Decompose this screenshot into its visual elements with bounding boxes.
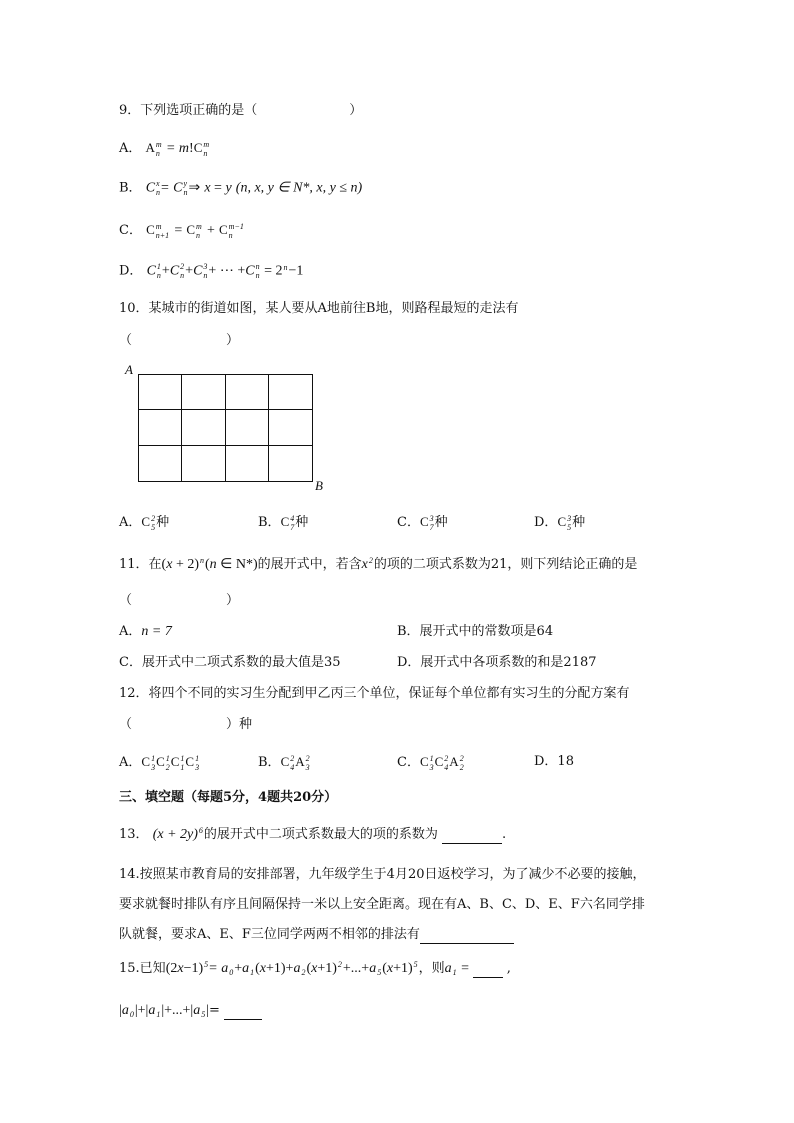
q10-option-d: D．C 3 5 种 xyxy=(534,513,586,532)
point-b-label: B xyxy=(315,478,323,493)
q9-option-c: C． C m n+1 = C m n + C m−1 n xyxy=(119,221,244,240)
q12-option-b: B．C 2 4 A 2 3 xyxy=(258,753,310,772)
q14-line-1: 14.按照某市教育局的安排部署，九年级学生于4月20日返校学习，为了减少不必要的接触， xyxy=(119,867,646,882)
q11-option-b: B．展开式中的常数项是64 xyxy=(397,624,554,639)
q9-option-a: A． A m n = m!C m n xyxy=(119,139,210,158)
q14-answer-blank[interactable] xyxy=(420,929,514,944)
street-grid-figure xyxy=(122,362,332,497)
q11-option-d: D．展开式中各项系数的和是2187 xyxy=(397,655,597,670)
q12-option-c: C．C 1 3 C 2 4 A 2 2 xyxy=(397,753,464,772)
q12-option-d: D．18 xyxy=(534,754,574,769)
q12-option-a: A．C 1 3 C 1 2 C 1 1 C 1 3 xyxy=(119,753,200,772)
q11-paren: （ ） xyxy=(119,593,240,608)
q9-option-b: B． C x n = C y n ⇒ x = y (n, x, y ∈ N*, x, y ≤ n) xyxy=(119,179,363,197)
q11-option-a: A．n = 7 xyxy=(119,624,172,639)
q15-line-2: |a 0 |+|a 1 |+...+|a 5 |= xyxy=(119,1002,262,1020)
section-3-title: 三、填空题（每题5分，4题共20分） xyxy=(119,790,338,805)
q12-stem: 12．将四个不同的实习生分配到甲乙丙三个单位，保证每个单位都有实习生的分配方案有 xyxy=(119,686,630,701)
q9-stem: 9．下列选项正确的是（ ） xyxy=(119,103,363,118)
q9-option-d: D． C 1 n +C 2 n +C 3 n + ⋯ +C n n = 2 n −1 xyxy=(119,262,304,280)
q14-line-3: 队就餐，要求A、E、F三位同学两两不相邻的排法有 xyxy=(119,926,514,944)
q15-answer-blank-1[interactable] xyxy=(473,963,503,978)
q15-answer-blank-2[interactable] xyxy=(224,1005,262,1020)
point-a-label: A xyxy=(125,362,133,377)
q13-answer-blank[interactable] xyxy=(442,829,502,844)
street-grid xyxy=(138,374,313,482)
q10-stem: 10．某城市的街道如图，某人要从A地前往B地，则路程最短的走法有 xyxy=(119,301,519,316)
q13-stem: 13． (x + 2y) 6 的展开式中二项式系数最大的项的系数为 . xyxy=(119,826,507,842)
q10-option-a: A．C 2 5 种 xyxy=(119,513,170,532)
q12-paren: （ ）种 xyxy=(119,717,253,732)
q10-option-c: C．C 3 7 种 xyxy=(397,513,448,532)
q10-option-b: B．C 4 7 种 xyxy=(258,513,309,532)
q11-stem: 11．在(x + 2) n (n ∈ N*)的展开式中，若含x 2 的项的二项式系数为21，则下列结论正确的是 xyxy=(119,556,638,572)
q10-paren: （ ） xyxy=(119,333,240,348)
q14-line-2: 要求就餐时排队有序且间隔保持一米以上安全距离。现在有A、B、C、D、E、F六名同学排 xyxy=(119,897,645,912)
q11-option-c: C．展开式中二项式系数的最大值是35 xyxy=(119,655,341,670)
q15-line-1: 15.已知(2x−1) 5 = a 0 +a 1 (x+1)+a 2 (x+1) 2 +...+a 5 (x+1) 5 ，则a 1 = , xyxy=(119,960,511,977)
